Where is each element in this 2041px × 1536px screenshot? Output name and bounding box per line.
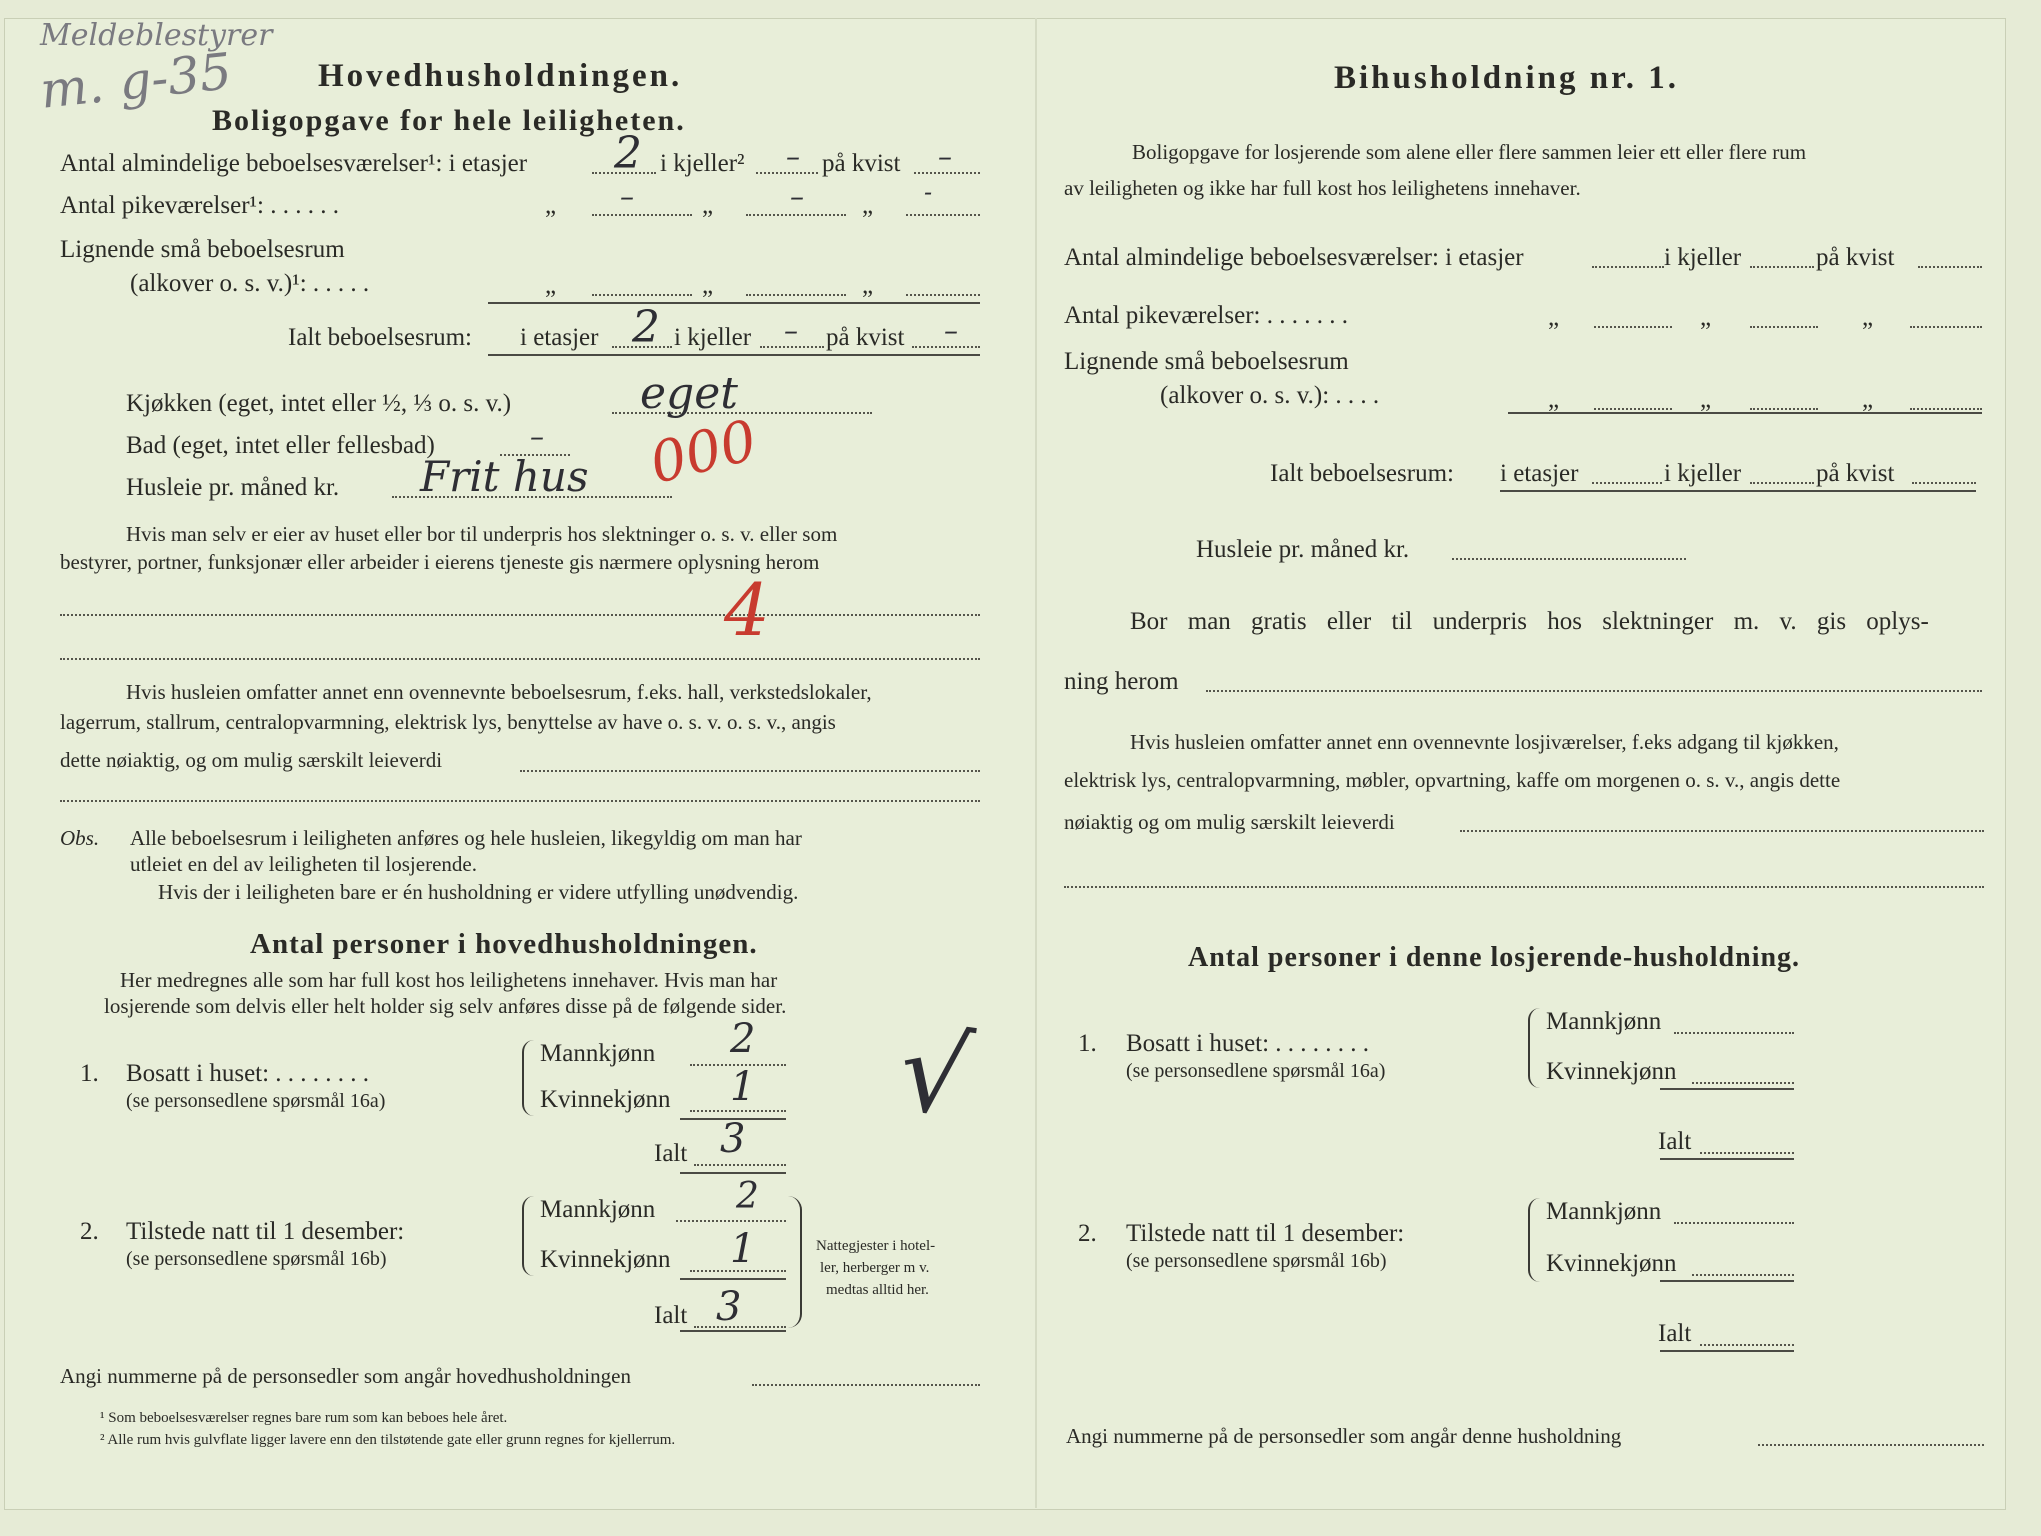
quote-mark: „ <box>702 192 714 219</box>
rent-includes-line3: dette nøiaktig, og om mulig særskilt leieverdi <box>60 748 443 772</box>
persons-title: Antal personer i hovedhusholdningen. <box>250 928 758 960</box>
lodger-numbers-field[interactable] <box>1758 1444 1984 1446</box>
resident-total-rule <box>680 1172 786 1174</box>
lodger-resident-total-field[interactable] <box>1700 1152 1794 1154</box>
lodger-alcove-kjeller-field[interactable] <box>1750 408 1818 410</box>
resident-sublabel: (se personsedlene spørsmål 16a) <box>126 1090 386 1112</box>
alcove-kvist-field[interactable] <box>906 294 980 296</box>
lodger-present-female-field[interactable] <box>1692 1274 1794 1276</box>
footnote-2: ² Alle rum hvis gulvflate ligger lavere enn den tilstøtende gate eller grunn regnes for kjellerrum. <box>100 1432 676 1448</box>
lodger-rooms-kjeller-field[interactable] <box>1750 266 1814 268</box>
lodger-rooms-kvist-label: på kvist <box>1816 244 1895 271</box>
quote-mark: „ <box>1700 386 1712 413</box>
quote-mark: „ <box>1548 304 1560 331</box>
quote-mark: „ <box>545 192 557 219</box>
lodger-total-rule <box>1500 490 1976 492</box>
lodger-rent-field[interactable] <box>1452 558 1686 560</box>
resident-brace <box>522 1040 534 1116</box>
resident-female-label: Kvinnekjønn <box>540 1086 671 1113</box>
present-brace <box>522 1196 534 1276</box>
total-rooms-label: Ialt beboelsesrum: <box>288 324 472 351</box>
lodger-resident-female-label: Kvinnekjønn <box>1546 1058 1677 1085</box>
quote-mark: „ <box>702 272 714 299</box>
kitchen-label: Kjøkken (eget, intet eller ½, ⅓ o. s. v.) <box>126 390 512 417</box>
owner-note-field-2[interactable] <box>60 658 980 660</box>
lodger-present-total-rule <box>1660 1350 1794 1352</box>
lodger-rooms-kjeller-label: i kjeller <box>1664 244 1742 271</box>
maid-rooms-kvist-field[interactable] <box>906 214 980 216</box>
lodger-total-kvist-field[interactable] <box>1912 482 1976 484</box>
alcove-etasjer-field[interactable] <box>592 294 692 296</box>
lodger-rooms-label: Antal almindelige beboelsesværelser: i etasjer <box>1064 244 1524 271</box>
quote-mark: „ <box>1700 304 1712 331</box>
lodger-title: Bihusholdning nr. 1. <box>1334 60 1679 96</box>
resident-female-field[interactable] <box>690 1110 786 1112</box>
rooms-etasjer-value: 2 <box>614 128 642 179</box>
quote-mark: „ <box>1862 304 1874 331</box>
persons-note-line1: Her medregnes alle som har full kost hos leilighetens innehaver. Hvis man har <box>120 968 778 992</box>
present-male-label: Mannkjønn <box>540 1196 656 1223</box>
resident-total-label: Ialt <box>654 1140 688 1167</box>
alcove-sublabel: (alkover o. s. v.)¹: . . . . . <box>130 270 370 297</box>
resident-total-value: 3 <box>720 1116 746 1162</box>
maid-rooms-kvist-value: - <box>924 178 933 206</box>
lodger-present-male-field[interactable] <box>1674 1222 1794 1224</box>
maid-rooms-etasjer-field[interactable] <box>592 214 692 216</box>
lodger-gratis-line1: Bor man gratis eller til underpris hos slektninger m. v. gis oplys- <box>1130 608 1929 635</box>
lodger-present-brace <box>1528 1198 1540 1282</box>
lodger-note-field-2[interactable] <box>1064 886 1984 888</box>
lodger-alcove-etasjer-field[interactable] <box>1594 408 1672 410</box>
owner-note-line1: Hvis man selv er eier av huset eller bor til underpris hos slektninger o. s. v. eller som <box>126 522 838 546</box>
resident-female-value: 1 <box>730 1064 756 1110</box>
pencil-note-code: m. g-35 <box>37 42 235 120</box>
present-number: 2. <box>80 1218 99 1245</box>
lodger-resident-total-label: Ialt <box>1658 1128 1692 1155</box>
page-fold <box>1035 18 1037 1508</box>
lodger-total-label: Ialt beboelsesrum: <box>1270 460 1454 487</box>
resident-total-field[interactable] <box>694 1164 786 1166</box>
lodger-present-label: Tilstede natt til 1 desember: <box>1126 1220 1405 1247</box>
lodger-present-male-label: Mannkjønn <box>1546 1198 1662 1225</box>
check-mark: √ <box>891 1005 979 1143</box>
lodger-present-female-label: Kvinnekjønn <box>1546 1250 1677 1277</box>
rent-value: Frit hus <box>420 452 589 501</box>
resident-label: Bosatt i huset: . . . . . . . . <box>126 1060 370 1087</box>
lodger-maid-kjeller-field[interactable] <box>1750 326 1818 328</box>
total-rule <box>488 354 980 356</box>
lodger-note-field-1[interactable] <box>1460 830 1984 832</box>
page-subtitle: Boligopgave for hele leiligheten. <box>212 104 686 137</box>
owner-note-field-1[interactable] <box>60 614 980 616</box>
present-sublabel: (se personsedlene spørsmål 16b) <box>126 1248 387 1270</box>
lodger-note-line2: elektrisk lys, centralopvarmning, møbler, opvartning, kaffe om morgenen o. s. v., angis dette <box>1064 768 1841 792</box>
rooms-kjeller-label: i kjeller² <box>660 150 745 177</box>
pencil-note-top: Meldeblestyrer <box>40 18 273 53</box>
quote-mark: „ <box>1862 386 1874 413</box>
rooms-kjeller-value: – <box>786 140 800 173</box>
resident-number: 1. <box>80 1060 99 1087</box>
obs-label: Obs. <box>60 826 100 850</box>
guest-note-line3: medtas alltid her. <box>826 1282 929 1298</box>
lodger-present-total-label: Ialt <box>1658 1320 1692 1347</box>
lodger-note-line3: nøiaktig og om mulig særskilt leieverdi <box>1064 810 1395 834</box>
obs-line1: Alle beboelsesrum i leiligheten anføres og hele husleien, likegyldig om man har <box>130 826 802 850</box>
present-sum-rule <box>680 1278 786 1280</box>
resident-male-label: Mannkjønn <box>540 1040 656 1067</box>
total-kvist-label: på kvist <box>826 324 905 351</box>
lodger-present-sublabel: (se personsedlene spørsmål 16b) <box>1126 1250 1387 1272</box>
total-kjeller-value: – <box>784 314 798 347</box>
maid-rooms-kjeller-value: – <box>790 180 804 213</box>
bath-value: – <box>530 420 544 453</box>
lodger-present-number: 2. <box>1078 1220 1097 1247</box>
lodger-total-etasjer-field[interactable] <box>1592 482 1662 484</box>
rooms-label: Antal almindelige beboelsesværelser¹: i etasjer <box>60 150 528 177</box>
rent-includes-field-2[interactable] <box>60 800 980 802</box>
maid-rooms-label: Antal pikeværelser¹: . . . . . . <box>60 192 339 219</box>
lodger-resident-label: Bosatt i huset: . . . . . . . . <box>1126 1030 1370 1057</box>
rent-includes-line1: Hvis husleien omfatter annet enn ovennevnte beboelsesrum, f.eks. hall, verkstedslokaler, <box>126 680 872 704</box>
lodger-total-etasjer-label: i etasjer <box>1500 460 1579 487</box>
present-male-value: 2 <box>736 1176 759 1217</box>
rent-label: Husleie pr. måned kr. <box>126 474 340 501</box>
lodger-numbers-label: Angi nummerne på de personsedler som angår denne husholdning <box>1066 1424 1622 1448</box>
lodger-resident-number: 1. <box>1078 1030 1097 1057</box>
lodger-gratis-field[interactable] <box>1206 690 1982 692</box>
lodger-total-kjeller-field[interactable] <box>1750 482 1814 484</box>
lodger-resident-brace <box>1528 1008 1540 1088</box>
guest-note-line1: Nattegjester i hotel- <box>816 1238 936 1254</box>
kitchen-value: eget <box>640 368 738 419</box>
lodger-maid-label: Antal pikeværelser: . . . . . . . <box>1064 302 1348 329</box>
lodger-present-total-field[interactable] <box>1700 1344 1794 1346</box>
lodger-alcove-label: Lignende små beboelsesrum <box>1064 348 1349 375</box>
quote-mark: „ <box>862 272 874 299</box>
alcove-label: Lignende små beboelsesrum <box>60 236 345 263</box>
red-annotation-000: 000 <box>643 408 764 497</box>
obs-line3: Hvis der i leiligheten bare er én husholdning er videre utfylling unødvendig. <box>158 880 799 904</box>
total-etasjer-value: 2 <box>632 302 660 353</box>
rooms-kvist-label: på kvist <box>822 150 901 177</box>
lodger-resident-sublabel: (se personsedlene spørsmål 16a) <box>1126 1060 1386 1082</box>
lodger-note-line1: Hvis husleien omfatter annet enn ovennevnte losjiværelser, f.eks adgang til kjøkken, <box>1130 730 1839 754</box>
total-kvist-value: – <box>944 314 958 347</box>
lodger-rent-label: Husleie pr. måned kr. <box>1196 536 1410 563</box>
quote-mark: „ <box>1548 386 1560 413</box>
rooms-kvist-value: – <box>938 140 952 173</box>
lodger-sum-rule <box>1508 412 1982 414</box>
obs-line2: utleiet en del av leiligheten til losjerende. <box>130 852 477 876</box>
lodger-resident-male-label: Mannkjønn <box>1546 1008 1662 1035</box>
owner-note-line2: bestyrer, portner, funksjonær eller arbeider i eierens tjeneste gis nærmere oplysning herom <box>60 550 820 574</box>
lodger-resident-female-field[interactable] <box>1692 1082 1794 1084</box>
lodger-alcove-kvist-field[interactable] <box>1910 408 1982 410</box>
lodger-resident-sum-rule <box>1660 1088 1794 1090</box>
sum-rule <box>488 302 980 304</box>
lodger-rooms-etasjer-field[interactable] <box>1592 266 1664 268</box>
bath-label: Bad (eget, intet eller fellesbad) <box>126 432 435 459</box>
red-annotation-4: 4 <box>724 568 770 652</box>
lodger-intro-line2: av leiligheten og ikke har full kost hos leilighetens innehaver. <box>1064 176 1581 200</box>
lodger-present-sum-rule <box>1660 1280 1794 1282</box>
lodger-intro-line1: Boligopgave for losjerende som alene eller flere sammen leier ett eller flere rum <box>1132 140 1807 164</box>
lodger-rooms-kvist-field[interactable] <box>1918 266 1982 268</box>
lodger-alcove-sublabel: (alkover o. s. v.): . . . . <box>1160 382 1380 409</box>
quote-mark: „ <box>862 192 874 219</box>
lodger-gratis-line2: ning herom <box>1064 668 1179 695</box>
present-total-label: Ialt <box>654 1302 688 1329</box>
persons-note-line2: losjerende som delvis eller helt holder sig selv anføres disse på de følgende sider. <box>104 994 787 1018</box>
resident-male-value: 2 <box>730 1016 756 1062</box>
present-total-value: 3 <box>716 1284 742 1330</box>
lodger-resident-total-rule <box>1660 1158 1794 1160</box>
lodger-persons-title: Antal personer i denne losjerende-husholdning. <box>1188 942 1801 973</box>
lodger-total-kjeller-label: i kjeller <box>1664 460 1742 487</box>
present-female-value: 1 <box>730 1226 756 1272</box>
guest-note-line2: ler, herberger m v. <box>820 1260 930 1276</box>
present-right-brace <box>786 1196 802 1328</box>
present-total-rule <box>680 1330 786 1332</box>
alcove-kjeller-field[interactable] <box>746 294 846 296</box>
page-title: Hovedhusholdningen. <box>318 58 683 94</box>
maid-rooms-kjeller-field[interactable] <box>746 214 846 216</box>
quote-mark: „ <box>545 272 557 299</box>
maid-rooms-etasjer-value: – <box>620 180 634 213</box>
rent-includes-line2: lagerrum, stallrum, centralopvarmning, elektrisk lys, benyttelse av have o. s. v. o. s. v., angis <box>60 710 836 734</box>
household-numbers-label: Angi nummerne på de personsedler som angår hovedhusholdningen <box>60 1364 631 1388</box>
household-numbers-field[interactable] <box>752 1384 980 1386</box>
lodger-maid-kvist-field[interactable] <box>1910 326 1982 328</box>
present-male-field[interactable] <box>676 1220 786 1222</box>
total-kjeller-label: i kjeller <box>674 324 752 351</box>
lodger-total-kvist-label: på kvist <box>1816 460 1895 487</box>
footnote-1: ¹ Som beboelsesværelser regnes bare rum som kan beboes hele året. <box>100 1410 508 1426</box>
total-etasjer-label: i etasjer <box>520 324 599 351</box>
present-female-label: Kvinnekjønn <box>540 1246 671 1273</box>
lodger-resident-male-field[interactable] <box>1674 1032 1794 1034</box>
rent-includes-field-1[interactable] <box>520 770 980 772</box>
present-label: Tilstede natt til 1 desember: <box>126 1218 405 1245</box>
lodger-maid-etasjer-field[interactable] <box>1594 326 1672 328</box>
